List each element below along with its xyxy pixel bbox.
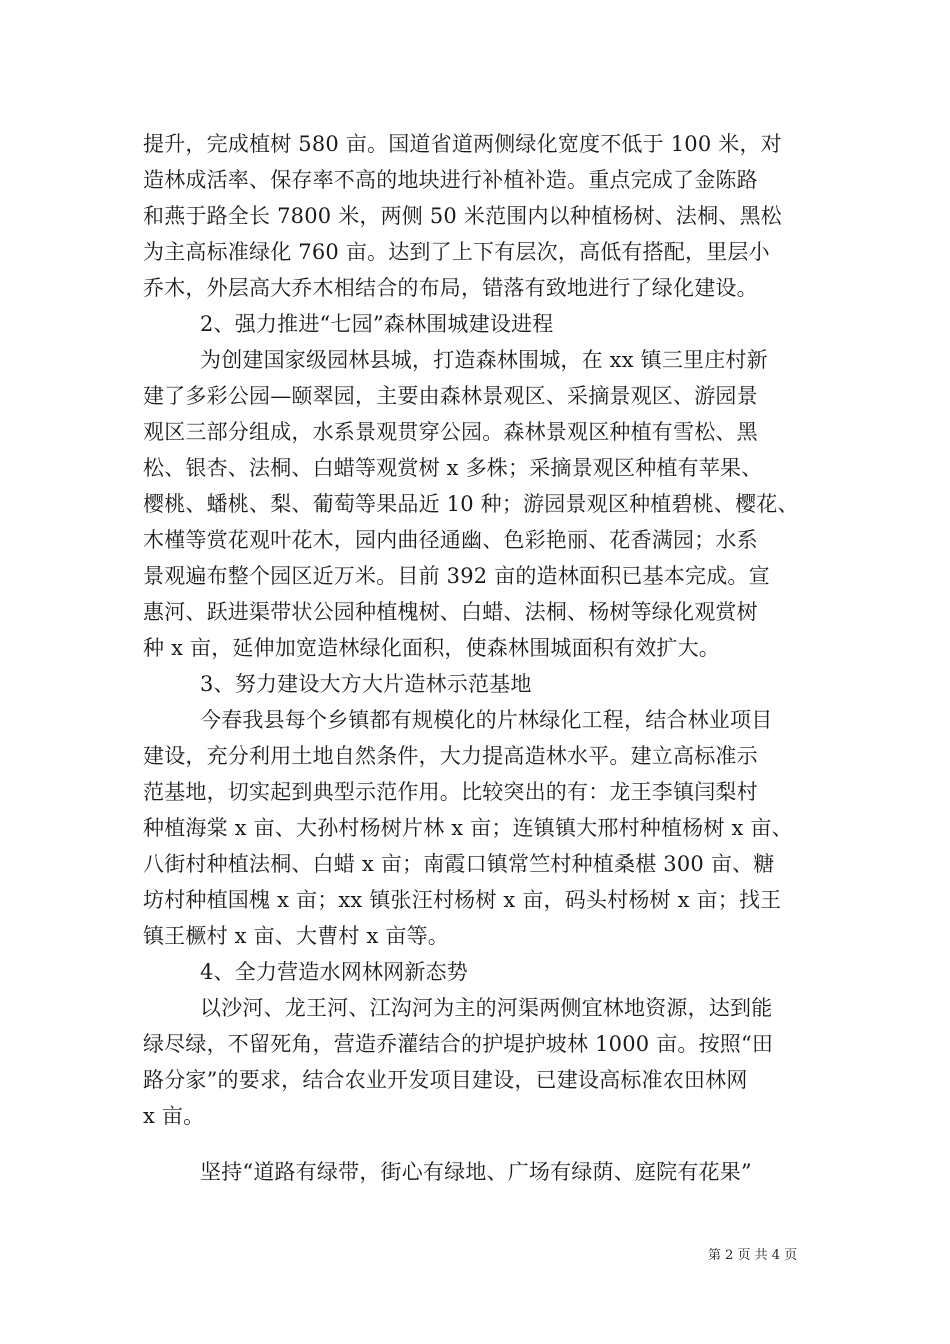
paragraph-line: 绿尽绿，不留死角，营造乔灌结合的护堤护坡林 1000 亩。按照“田 [143,1032,774,1056]
paragraph-line: 乔木，外层高大乔木相结合的布局，错落有致地进行了绿化建设。 [143,276,758,300]
paragraph-line: 松、银杏、法桐、白蜡等观赏树 x 多株；采摘景观区种植有苹果、 [143,456,763,480]
section-heading-2: 2、强力推进“七园”森林围城建设进程 [200,312,554,336]
paragraph-line: 坊村种植国槐 x 亩；xx 镇张汪村杨树 x 亩，码头村杨树 x 亩；找王 [143,888,782,912]
paragraph-line: 路分家”的要求，结合农业开发项目建设，已建设高标准农田林网 [143,1068,748,1092]
section-heading-3: 3、努力建设大方大片造林示范基地 [200,672,532,696]
paragraph-line: 和燕于路全长 7800 米，两侧 50 米范围内以种植杨树、法桐、黑松 [143,204,782,228]
paragraph-line: 提升，完成植树 580 亩。国道省道两侧绿化宽度不低于 100 米，对 [143,132,782,156]
paragraph-line: 木槿等赏花观叶花木，园内曲径通幽、色彩艳丽、花香满园；水系 [143,528,758,552]
paragraph-line: 建了多彩公园—颐翠园，主要由森林景观区、采摘景观区、游园景 [143,384,758,408]
section-heading-4: 4、全力营造水网林网新态势 [200,960,468,984]
paragraph-line: 为主高标准绿化 760 亩。达到了上下有层次，高低有搭配，里层小 [143,240,770,264]
paragraph-line: 种植海棠 x 亩、大孙村杨树片林 x 亩；连镇镇大邢村种植杨树 x 亩、 [143,816,793,840]
paragraph-line: x 亩。 [143,1104,205,1128]
paragraph-line: 今春我县每个乡镇都有规模化的片林绿化工程，结合林业项目 [200,708,773,732]
paragraph-line: 为创建国家级园林县城，打造森林围城，在 xx 镇三里庄村新 [200,348,768,372]
page-number-footer: 第 2 页 共 4 页 [708,1248,798,1263]
paragraph-line: 樱桃、蟠桃、梨、葡萄等果品近 10 种；游园景观区种植碧桃、樱花、 [143,492,799,516]
paragraph-line: 造林成活率、保存率不高的地块进行补植补造。重点完成了金陈路 [143,168,758,192]
paragraph-line: 范基地，切实起到典型示范作用。比较突出的有：龙王李镇闫梨村 [143,780,758,804]
paragraph-line: 镇王橛村 x 亩、大曹村 x 亩等。 [143,924,449,948]
paragraph-line: 种 x 亩，延伸加宽造林绿化面积，使森林围城面积有效扩大。 [143,636,720,660]
paragraph-line: 八街村种植法桐、白蜡 x 亩；南霞口镇常竺村种植桑椹 300 亩、糖 [143,852,775,876]
paragraph-line: 坚持“道路有绿带，街心有绿地、广场有绿荫、庭院有花果” [200,1160,752,1184]
paragraph-line: 建设，充分利用土地自然条件，大力提高造林水平。建立高标准示 [143,744,758,768]
paragraph-line: 景观遍布整个园区近万米。目前 392 亩的造林面积已基本完成。宣 [143,564,770,588]
paragraph-line: 观区三部分组成，水系景观贯穿公园。森林景观区种植有雪松、黑 [143,420,758,444]
paragraph-line: 以沙河、龙王河、江沟河为主的河渠两侧宜林地资源，达到能 [200,996,773,1020]
paragraph-line: 惠河、跃进渠带状公园种植槐树、白蜡、法桐、杨树等绿化观赏树 [143,600,758,624]
